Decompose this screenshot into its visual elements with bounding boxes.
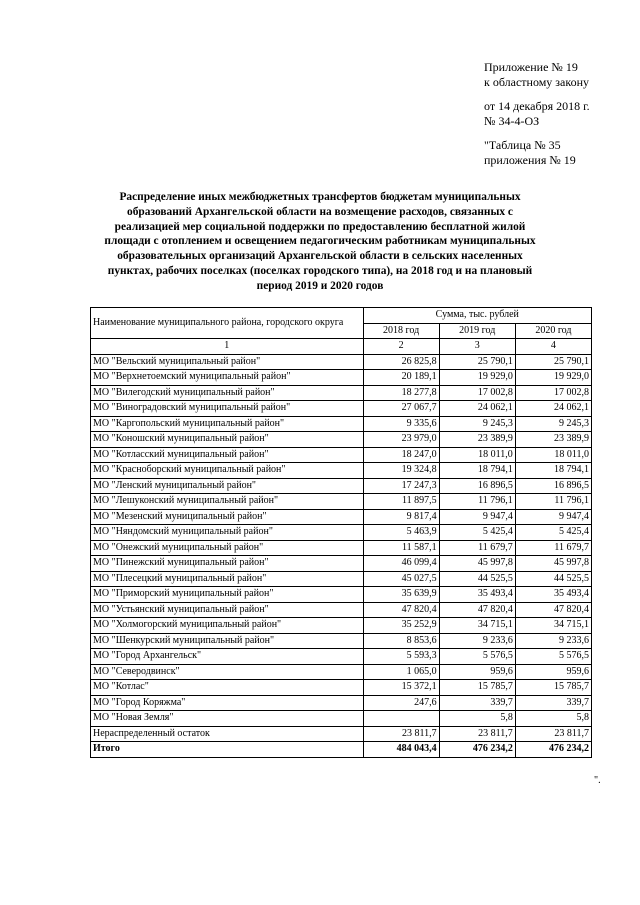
row-value-2019: 45 997,8 bbox=[439, 556, 515, 572]
row-value-2020: 11 796,1 bbox=[515, 494, 591, 510]
appendix-line: приложения № 19 bbox=[484, 153, 576, 167]
row-name: МО "Верхнетоемский муниципальный район" bbox=[91, 370, 364, 386]
appendix-line: Приложение № 19 bbox=[484, 60, 578, 74]
row-value-2020: 17 002,8 bbox=[515, 385, 591, 401]
row-value-2020: 34 715,1 bbox=[515, 618, 591, 634]
row-value-2020: 24 062,1 bbox=[515, 401, 591, 417]
row-value-2020: 9 245,3 bbox=[515, 416, 591, 432]
row-name: МО "Коношский муниципальный район" bbox=[91, 432, 364, 448]
row-value-2020: 44 525,5 bbox=[515, 571, 591, 587]
table-row bbox=[91, 633, 592, 649]
table-row bbox=[91, 664, 592, 680]
row-value-2018: 17 247,3 bbox=[363, 478, 439, 494]
table-row bbox=[91, 540, 592, 556]
row-value-2020: 9 233,6 bbox=[515, 633, 591, 649]
header-name: Наименование муниципального района, городского округа bbox=[91, 308, 364, 339]
appendix-line: к областному закону bbox=[484, 75, 590, 89]
row-value-2019: 24 062,1 bbox=[439, 401, 515, 417]
row-value-2020: 23 811,7 bbox=[515, 726, 591, 742]
row-value-2019: 34 715,1 bbox=[439, 618, 515, 634]
row-value-2020: 18 011,0 bbox=[515, 447, 591, 463]
row-value-2020: 5 576,5 bbox=[515, 649, 591, 665]
table-row bbox=[91, 571, 592, 587]
row-name: МО "Ленский муниципальный район" bbox=[91, 478, 364, 494]
table-row bbox=[91, 447, 592, 463]
row-value-2019: 15 785,7 bbox=[439, 680, 515, 696]
row-name: МО "Вилегодский муниципальный район" bbox=[91, 385, 364, 401]
table-colnum-row bbox=[91, 339, 592, 355]
appendix-header bbox=[484, 60, 634, 168]
row-name: МО "Город Коряжма" bbox=[91, 695, 364, 711]
table-row bbox=[91, 602, 592, 618]
row-value-2018: 35 252,9 bbox=[363, 618, 439, 634]
row-value-2020: 959,6 bbox=[515, 664, 591, 680]
row-value-2018: 27 067,7 bbox=[363, 401, 439, 417]
end-quote: ". bbox=[594, 775, 601, 786]
row-value-2020: 11 679,7 bbox=[515, 540, 591, 556]
row-name: Итого bbox=[91, 742, 364, 758]
table-row bbox=[91, 587, 592, 603]
row-name: МО "Красноборский муниципальный район" bbox=[91, 463, 364, 479]
row-value-2018: 46 099,4 bbox=[363, 556, 439, 572]
row-value-2018: 8 853,6 bbox=[363, 633, 439, 649]
table-row bbox=[91, 401, 592, 417]
row-value-2019: 5,8 bbox=[439, 711, 515, 727]
row-value-2019: 19 929,0 bbox=[439, 370, 515, 386]
header-year-2020: 2020 год bbox=[515, 323, 591, 339]
table-row bbox=[91, 463, 592, 479]
table-row bbox=[91, 370, 592, 386]
table-row bbox=[91, 726, 592, 742]
row-value-2019: 9 245,3 bbox=[439, 416, 515, 432]
row-value-2020: 25 790,1 bbox=[515, 354, 591, 370]
table-row bbox=[91, 525, 592, 541]
row-name: МО "Онежский муниципальный район" bbox=[91, 540, 364, 556]
header-year-2018: 2018 год bbox=[363, 323, 439, 339]
row-value-2019: 17 002,8 bbox=[439, 385, 515, 401]
row-name: МО "Пинежский муниципальный район" bbox=[91, 556, 364, 572]
row-value-2019: 18 011,0 bbox=[439, 447, 515, 463]
row-value-2019: 339,7 bbox=[439, 695, 515, 711]
row-value-2018: 45 027,5 bbox=[363, 571, 439, 587]
row-value-2019: 47 820,4 bbox=[439, 602, 515, 618]
row-value-2020: 45 997,8 bbox=[515, 556, 591, 572]
row-value-2019: 5 576,5 bbox=[439, 649, 515, 665]
row-value-2018: 23 811,7 bbox=[363, 726, 439, 742]
row-name: МО "Город Архангельск" bbox=[91, 649, 364, 665]
row-name: Нераспределенный остаток bbox=[91, 726, 364, 742]
row-value-2018: 15 372,1 bbox=[363, 680, 439, 696]
row-value-2019: 5 425,4 bbox=[439, 525, 515, 541]
colnum-2: 2 bbox=[363, 339, 439, 355]
row-name: МО "Котлас" bbox=[91, 680, 364, 696]
table-header-row bbox=[91, 308, 592, 324]
row-value-2020: 5,8 bbox=[515, 711, 591, 727]
row-value-2018: 5 463,9 bbox=[363, 525, 439, 541]
appendix-line: от 14 декабря 2018 г. bbox=[484, 99, 590, 113]
header-sum: Сумма, тыс. рублей bbox=[363, 308, 591, 324]
row-value-2019: 25 790,1 bbox=[439, 354, 515, 370]
row-name: МО "Виноградовский муниципальный район" bbox=[91, 401, 364, 417]
table-row bbox=[91, 509, 592, 525]
table-row bbox=[91, 618, 592, 634]
row-name: МО "Холмогорский муниципальный район" bbox=[91, 618, 364, 634]
row-value-2018: 47 820,4 bbox=[363, 602, 439, 618]
table-row bbox=[91, 494, 592, 510]
row-value-2018: 18 277,8 bbox=[363, 385, 439, 401]
document-title: Распределение иных межбюджетных трансфертов бюджетам муниципальных образований Архангельской области на возмещение расходов, связанных с реализацией мер социальной поддержки по предоставлению бесплатной жилой площади с отоплением и освещением педагогическим работникам муниципальных образовательных организаций Архангельской области в сельских населенных пунктах, рабочих поселках (поселках городского типа), на 2018 год и на плановый период 2019 и 2020 годов bbox=[104, 191, 536, 292]
colnum-1: 1 bbox=[91, 339, 364, 355]
appendix-line: № 34-4-ОЗ bbox=[484, 114, 540, 128]
row-value-2020: 9 947,4 bbox=[515, 509, 591, 525]
row-value-2020: 23 389,9 bbox=[515, 432, 591, 448]
row-value-2020: 47 820,4 bbox=[515, 602, 591, 618]
row-value-2018: 11 587,1 bbox=[363, 540, 439, 556]
header-year-2019: 2019 год bbox=[439, 323, 515, 339]
row-value-2018: 35 639,9 bbox=[363, 587, 439, 603]
row-value-2019: 35 493,4 bbox=[439, 587, 515, 603]
row-value-2020: 16 896,5 bbox=[515, 478, 591, 494]
table-row bbox=[91, 416, 592, 432]
row-value-2020: 18 794,1 bbox=[515, 463, 591, 479]
table-total-row bbox=[91, 742, 592, 758]
row-value-2018: 20 189,1 bbox=[363, 370, 439, 386]
row-name: МО "Плесецкий муниципальный район" bbox=[91, 571, 364, 587]
row-value-2018: 484 043,4 bbox=[363, 742, 439, 758]
row-value-2018: 5 593,3 bbox=[363, 649, 439, 665]
row-name: МО "Котласский муниципальный район" bbox=[91, 447, 364, 463]
row-value-2018: 23 979,0 bbox=[363, 432, 439, 448]
row-value-2020: 339,7 bbox=[515, 695, 591, 711]
row-name: МО "Северодвинск" bbox=[91, 664, 364, 680]
row-name: МО "Лешуконский муниципальный район" bbox=[91, 494, 364, 510]
row-value-2020: 476 234,2 bbox=[515, 742, 591, 758]
row-name: МО "Каргопольский муниципальный район" bbox=[91, 416, 364, 432]
table-row bbox=[91, 695, 592, 711]
row-value-2018: 9 335,6 bbox=[363, 416, 439, 432]
colnum-4: 4 bbox=[515, 339, 591, 355]
row-value-2019: 16 896,5 bbox=[439, 478, 515, 494]
row-value-2018: 247,6 bbox=[363, 695, 439, 711]
row-value-2019: 44 525,5 bbox=[439, 571, 515, 587]
row-value-2019: 959,6 bbox=[439, 664, 515, 680]
row-name: МО "Шенкурский муниципальный район" bbox=[91, 633, 364, 649]
row-value-2019: 11 679,7 bbox=[439, 540, 515, 556]
table-row bbox=[91, 354, 592, 370]
row-value-2020: 5 425,4 bbox=[515, 525, 591, 541]
table-row bbox=[91, 432, 592, 448]
row-value-2018: 11 897,5 bbox=[363, 494, 439, 510]
row-value-2018: 19 324,8 bbox=[363, 463, 439, 479]
row-value-2019: 9 233,6 bbox=[439, 633, 515, 649]
table-row bbox=[91, 711, 592, 727]
row-name: МО "Приморский муниципальный район" bbox=[91, 587, 364, 603]
row-value-2018: 1 065,0 bbox=[363, 664, 439, 680]
row-value-2019: 476 234,2 bbox=[439, 742, 515, 758]
row-value-2019: 9 947,4 bbox=[439, 509, 515, 525]
row-name: МО "Устьянский муниципальный район" bbox=[91, 602, 364, 618]
appendix-line: "Таблица № 35 bbox=[484, 138, 561, 152]
row-name: МО "Вельский муниципальный район" bbox=[91, 354, 364, 370]
row-value-2019: 18 794,1 bbox=[439, 463, 515, 479]
table-row bbox=[91, 478, 592, 494]
row-value-2018: 9 817,4 bbox=[363, 509, 439, 525]
row-value-2018: 18 247,0 bbox=[363, 447, 439, 463]
row-value-2020: 35 493,4 bbox=[515, 587, 591, 603]
row-name: МО "Мезенский муниципальный район" bbox=[91, 509, 364, 525]
row-value-2019: 11 796,1 bbox=[439, 494, 515, 510]
table-row bbox=[91, 649, 592, 665]
row-value-2018: 26 825,8 bbox=[363, 354, 439, 370]
row-value-2020: 15 785,7 bbox=[515, 680, 591, 696]
row-value-2020: 19 929,0 bbox=[515, 370, 591, 386]
row-value-2019: 23 389,9 bbox=[439, 432, 515, 448]
table-row bbox=[91, 385, 592, 401]
row-value-2019: 23 811,7 bbox=[439, 726, 515, 742]
table-row bbox=[91, 556, 592, 572]
row-name: МО "Няндомский муниципальный район" bbox=[91, 525, 364, 541]
row-value-2018 bbox=[363, 711, 439, 727]
row-name: МО "Новая Земля" bbox=[91, 711, 364, 727]
colnum-3: 3 bbox=[439, 339, 515, 355]
table-row bbox=[91, 680, 592, 696]
transfers-table bbox=[90, 307, 592, 758]
